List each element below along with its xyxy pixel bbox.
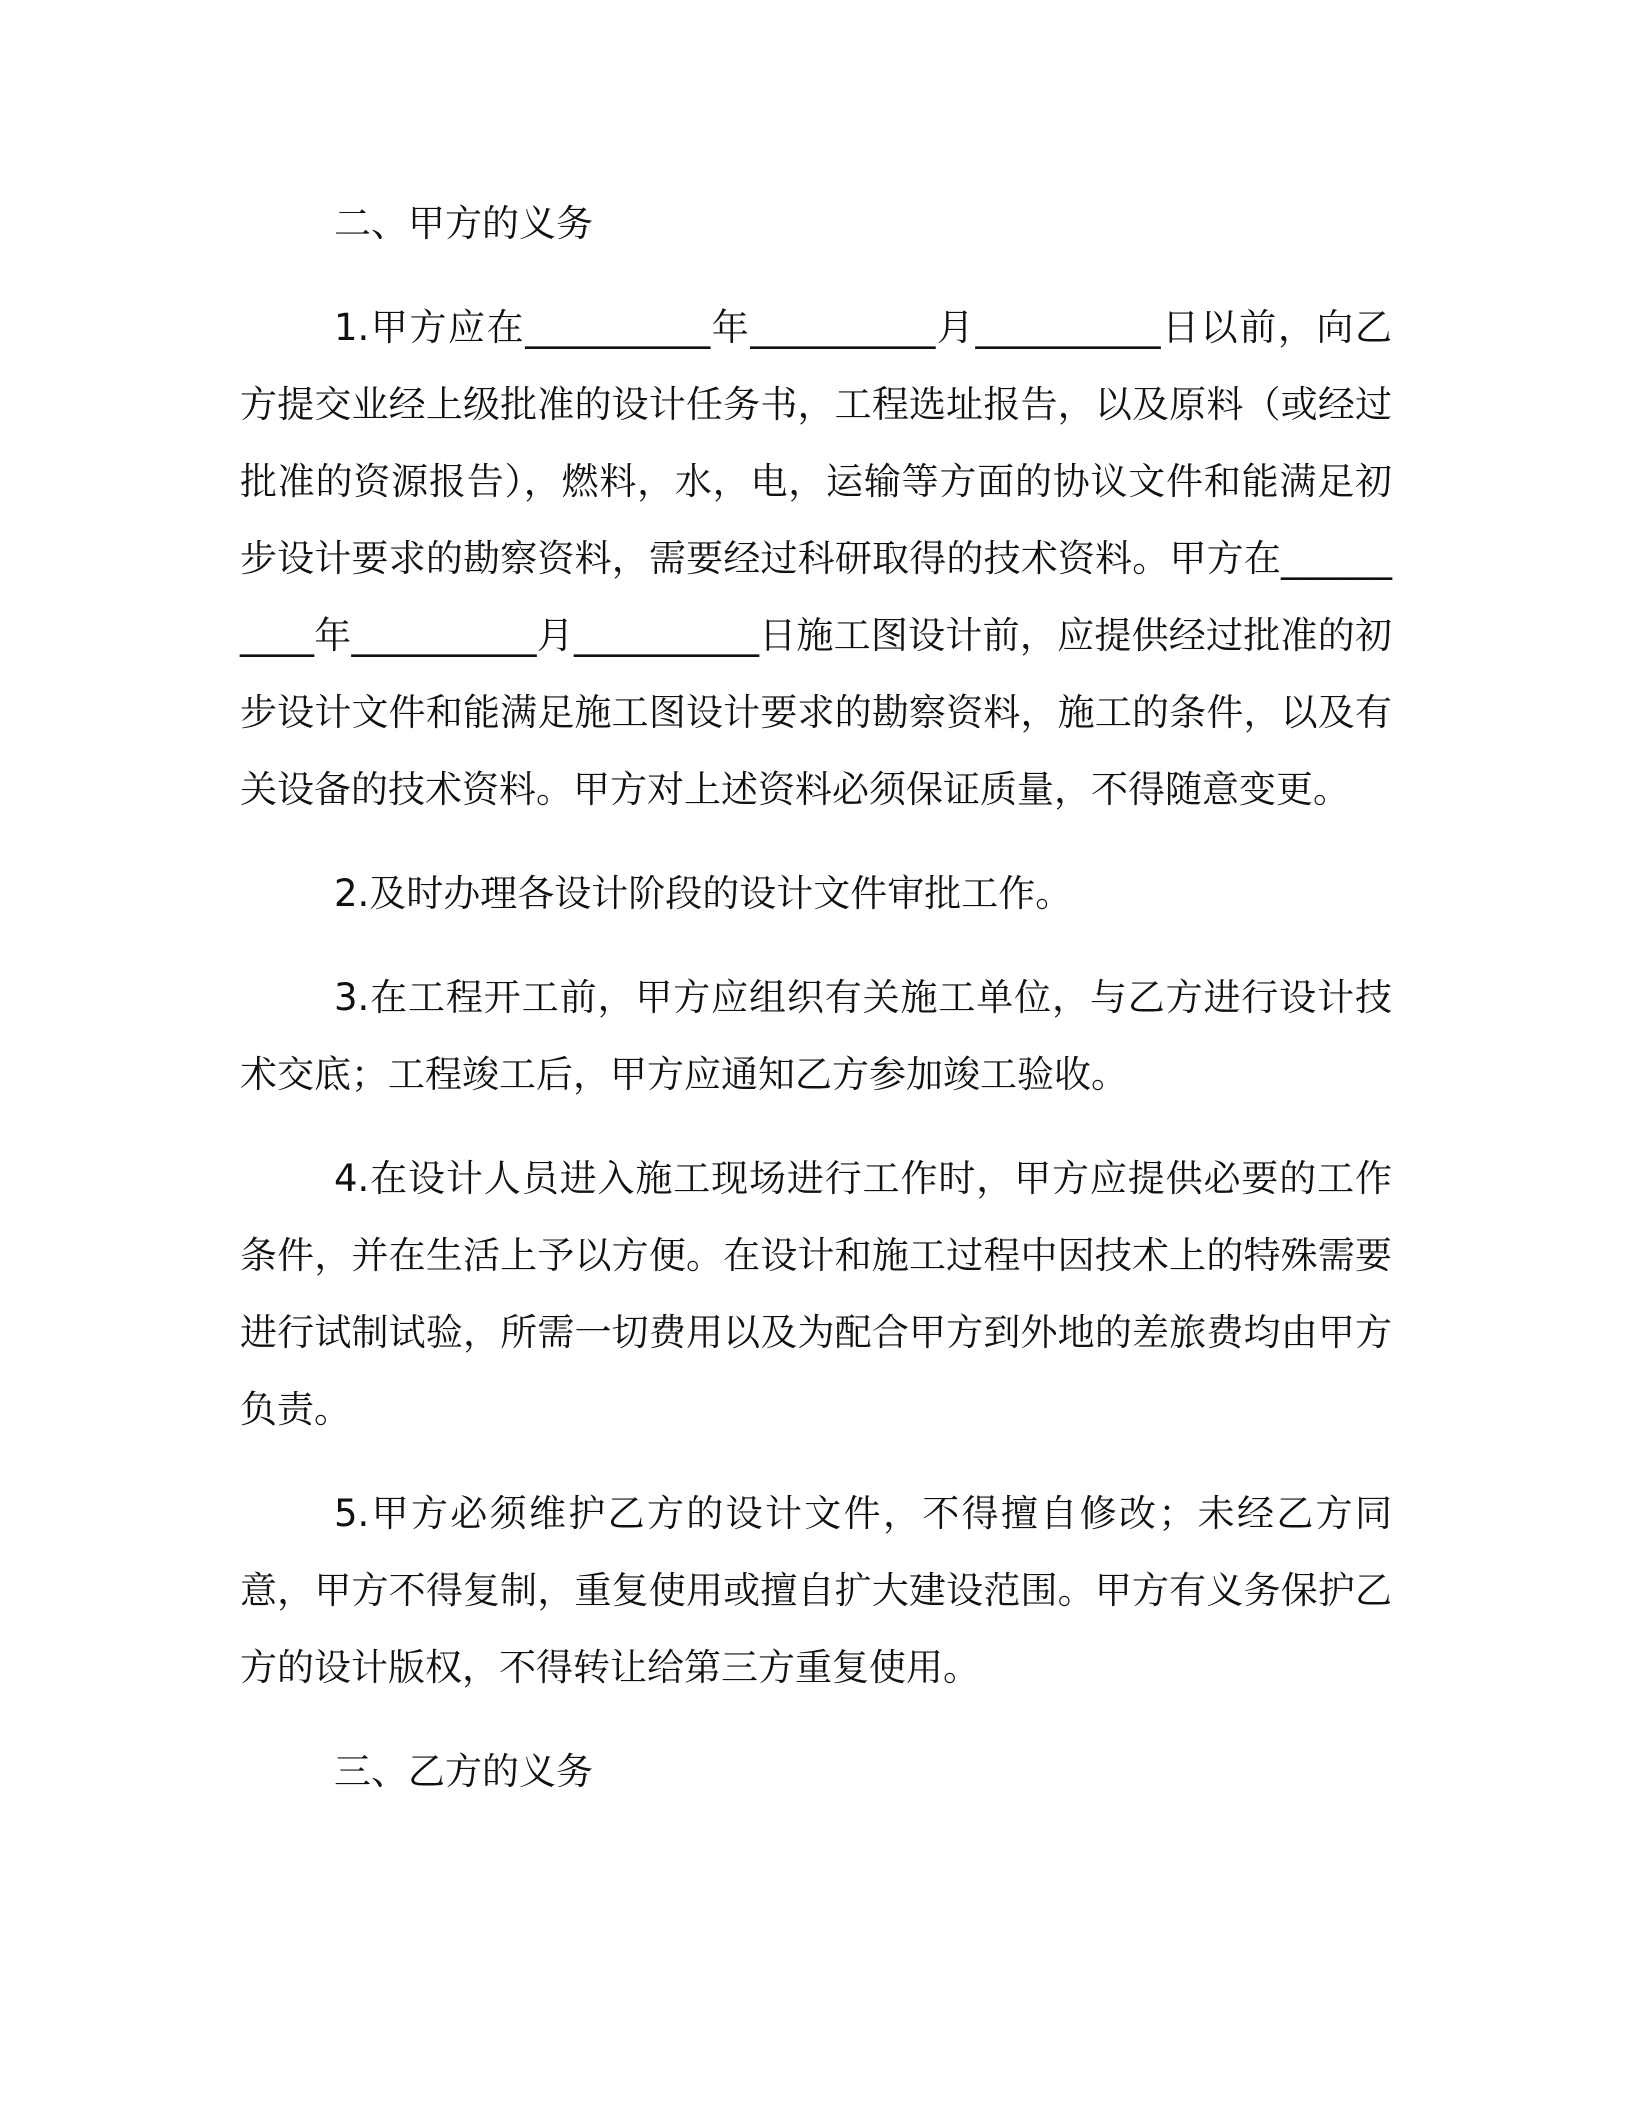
document-body xyxy=(240,185,1392,1837)
section-heading-party-b-obligations: 三、乙方的义务 xyxy=(334,1750,593,1793)
section-heading-party-a-obligations: 二、甲方的义务 xyxy=(334,202,593,245)
clause-1: 1.甲方应在__________年__________月__________日以前，向乙方提交业经上级批准的设计任务书，工程选址报告，以及原料（或经过批准的资源报告），燃料，水，电，运输等方面的协议文件和能满足初步设计要求的勘察资料，需要经过科研取得的技术资料。甲方在__________年__________月__________日施工图设计前，应提供经过批准的初步设计文件和能满足施工图设计要求的勘察资料，施工的条件，以及有关设备的技术资料。甲方对上述资料必须保证质量，不得随意变更。 xyxy=(240,306,1392,811)
clause-3: 3.在工程开工前，甲方应组织有关施工单位，与乙方进行设计技术交底；工程竣工后，甲方应通知乙方参加竣工验收。 xyxy=(240,976,1392,1096)
clause-5: 5.甲方必须维护乙方的设计文件，不得擅自修改；未经乙方同意，甲方不得复制，重复使用或擅自扩大建设范围。甲方有义务保护乙方的设计版权，不得转让给第三方重复使用。 xyxy=(240,1492,1392,1689)
clause-2: 2.及时办理各设计阶段的设计文件审批工作。 xyxy=(334,872,1073,915)
clause-4: 4.在设计人员进入施工现场进行工作时，甲方应提供必要的工作条件，并在生活上予以方便。在设计和施工过程中因技术上的特殊需要进行试制试验，所需一切费用以及为配合甲方到外地的差旅费均由甲方负责。 xyxy=(240,1157,1392,1431)
